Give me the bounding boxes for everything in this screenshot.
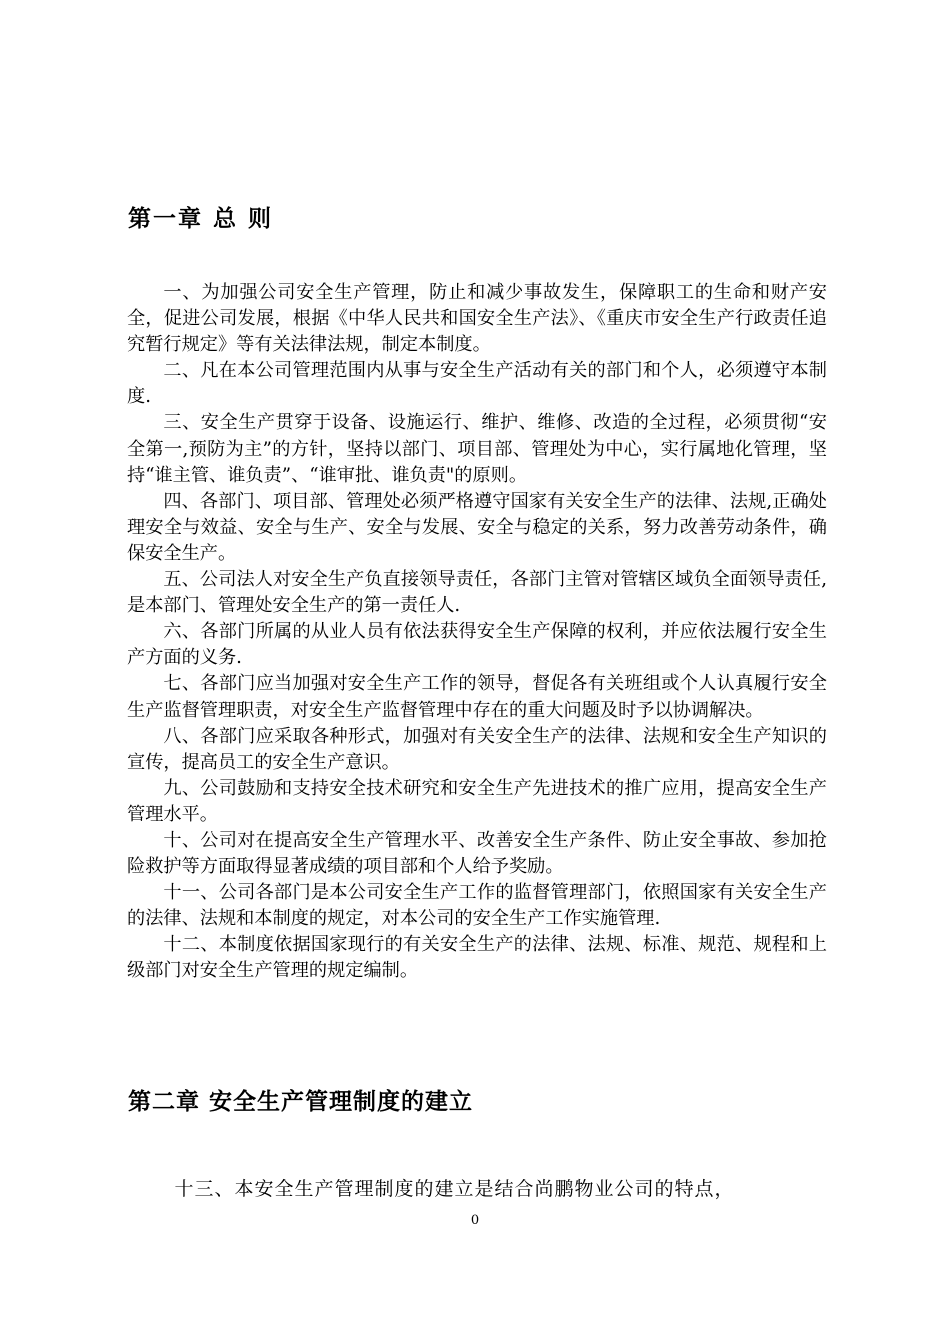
article-12: 十二、本制度依据国家现行的有关安全生产的法律、法规、标准、规范、规程和上级部门对安全生产管理的规定编制。 — [127, 934, 827, 982]
article-5: 五、公司法人对安全生产负直接领导责任，各部门主管对管辖区域负全面领导责任,是本部门、管理处安全生产的第一责任人. — [127, 569, 827, 617]
article-6: 六、各部门所属的从业人员有依法获得安全生产保障的权利，并应依法履行安全生产方面的义务. — [127, 621, 827, 669]
page-number: 0 — [470, 1213, 480, 1228]
article-9: 九、公司鼓励和支持安全技术研究和安全生产先进技术的推广应用，提高安全生产管理水平。 — [127, 777, 827, 825]
article-13: 十三、本安全生产管理制度的建立是结合尚鹏物业公司的特点， — [174, 1178, 735, 1200]
article-8: 八、各部门应采取各种形式，加强对有关安全生产的法律、法规和安全生产知识的宣传，提高员工的安全生产意识。 — [127, 725, 827, 773]
chapter-1-body — [127, 280, 827, 985]
chapter-2-heading: 第二章 安全生产管理制度的建立 — [128, 1089, 474, 1115]
article-4: 四、各部门、项目部、管理处必须严格遵守国家有关安全生产的法律、法规,正确处理安全与效益、安全与生产、安全与发展、安全与稳定的关系，努力改善劳动条件，确保安全生产。 — [127, 490, 827, 564]
article-10: 十、公司对在提高安全生产管理水平、改善安全生产条件、防止安全事故、参加抢险救护等方面取得显著成绩的项目部和个人给予奖励。 — [127, 829, 827, 878]
article-7: 七、各部门应当加强对安全生产工作的领导，督促各有关班组或个人认真履行安全生产监督管理职责，对安全生产监督管理中存在的重大问题及时予以协调解决。 — [127, 673, 827, 721]
article-2: 二、凡在本公司管理范围内从事与安全生产活动有关的部门和个人，必须遵守本制度. — [127, 360, 827, 408]
article-11: 十一、公司各部门是本公司安全生产工作的监督管理部门，依照国家有关安全生产的法律、法规和本制度的规定，对本公司的安全生产工作实施管理. — [127, 882, 827, 930]
chapter-1-heading: 第一章 总 则 — [128, 206, 274, 232]
article-3: 三、安全生产贯穿于设备、设施运行、维护、维修、改造的全过程，必须贯彻“安全第一,预防为主”的方针，坚持以部门、项目部、管理处为中心，实行属地化管理，坚持“谁主管、谁负责”、“谁审批、谁负责"的原则。 — [127, 412, 827, 486]
article-1: 一、为加强公司安全生产管理，防止和减少事故发生，保障职工的生命和财产安全，促进公司发展，根据《中华人民共和国安全生产法》、《重庆市安全生产行政责任追究暂行规定》等有关法律法规，制定本制度。 — [127, 282, 827, 356]
